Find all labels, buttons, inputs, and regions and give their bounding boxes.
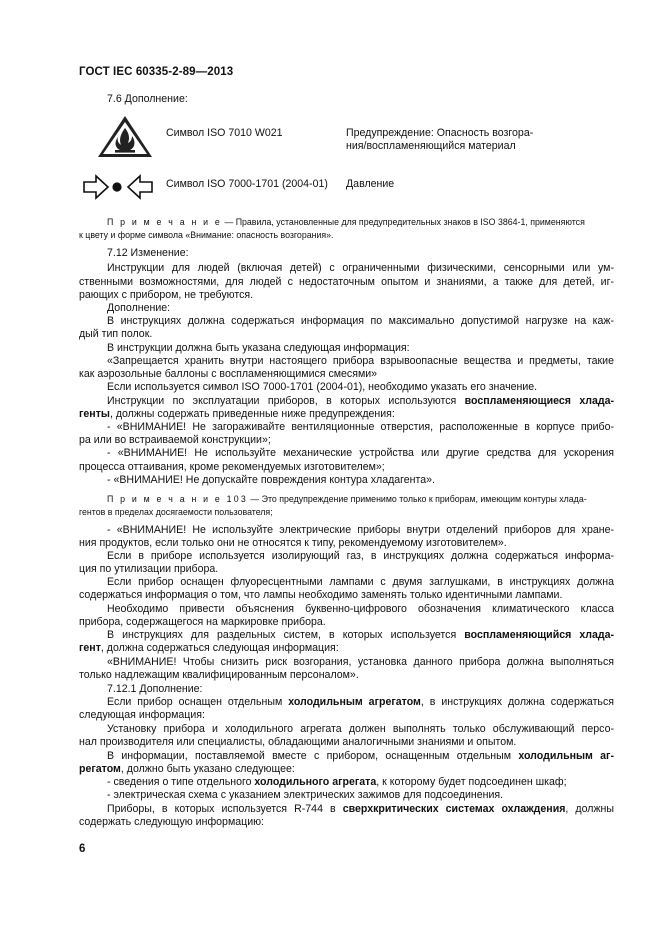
paragraph-line: как аэрозольные баллоны с воспламеняющимися смесями»	[79, 368, 378, 380]
page-number: 6	[79, 843, 86, 855]
list-item: - электрическая схема с указанием электрических зажимов для подсоединения.	[107, 789, 504, 801]
addition-label: Дополнение:	[107, 302, 171, 314]
paragraph-line: В информации, поставляемой вместе с прибором, оснащенным отдельным холодильным аг-	[107, 750, 614, 762]
paragraph-line: В инструкциях для раздельных систем, в которых используется воспламеняющийся хлада-	[107, 629, 615, 641]
warning-line: ра или во встраиваемой конструкции»;	[79, 434, 271, 446]
note-103-line2: гентов в пределах досягаемости пользователя;	[79, 507, 273, 517]
paragraph-line: рающих с прибором, не требуются.	[79, 289, 254, 301]
paragraph-line: Если используется символ ISO 7000-1701 (2004-01), необходимо указать его значение.	[107, 381, 538, 393]
paragraph-line: Если прибор оснащен отдельным холодильным агрегатом, в инструкциях должна содержаться	[107, 696, 614, 708]
paragraph-line: ственными возможностями, для людей с недостаточным опытом и знаниями, а также для детей, иг-	[79, 276, 614, 288]
flammable-warning-icon	[96, 114, 154, 159]
symbol-7010-description-line1: Предупреждение: Опасность возгора-	[346, 127, 534, 139]
section-7-6-title: 7.6 Дополнение:	[107, 93, 188, 105]
note-7-6-line1: П р и м е ч а н и е — Правила, установленные для предупредительных знаков в ISO 3864-1, применяются	[107, 217, 585, 227]
paragraph-line: Инструкции для людей (включая детей) с ограниченными физическими, сенсорными или ум-	[107, 262, 614, 274]
paragraph-line: В инструкции должна быть указана следующая информация:	[107, 342, 410, 354]
symbol-7010-description-line2: ния/воспламеняющийся материал	[346, 140, 516, 152]
paragraph-line: содержать следующую информацию:	[79, 816, 264, 828]
symbol-iso-7000: Символ ISO 7000-1701 (2004-01)	[166, 178, 328, 190]
section-7-12-title: 7.12 Изменение:	[107, 247, 189, 259]
warning-line: - «ВНИМАНИЕ! Не используйте электрические приборы внутри отделений приборов для хране-	[107, 524, 614, 536]
paragraph-line: Установку прибора и холодильного агрегата должен выполнять только обслуживающий персо-	[107, 723, 614, 735]
paragraph-line: регатом, должно быть указано следующее:	[79, 763, 295, 775]
paragraph-line: «Запрещается хранить внутри настоящего прибора взрывоопасные вещества и предметы, такие	[107, 355, 614, 367]
paragraph-line: дый тип полок.	[79, 328, 153, 340]
paragraph-line: только надлежащим квалифицированным персоналом».	[79, 669, 359, 681]
paragraph-line: гент, должна содержаться следующая информация:	[79, 642, 339, 654]
warning-line: - «ВНИМАНИЕ! Не загораживайте вентиляционные отверстия, расположенные в корпусе прибо-	[107, 421, 614, 433]
warning-line: - «ВНИМАНИЕ! Не используйте механические устройства или другие средства для ускорения	[107, 447, 614, 459]
paragraph-line: Приборы, в которых используется R-744 в сверхкритических системах охлаждения, должны	[107, 803, 614, 815]
paragraph-line: ция по утилизации прибора.	[79, 563, 219, 575]
section-7-12-1-title: 7.12.1 Дополнение:	[107, 683, 203, 695]
symbol-iso-7010: Символ ISO 7010 W021	[166, 127, 283, 139]
paragraph-line: Инструкции по эксплуатации приборов, в которых используются воспламеняющиеся хлада-	[107, 395, 614, 407]
warning-line: ния продуктов, если только они не относятся к типу, рекомендуемому изготовителем».	[79, 537, 507, 549]
paragraph-line: генты, должны содержать приведенные ниже предупреждения:	[79, 408, 395, 420]
paragraph-line: Необходимо привести объяснения буквенно-цифрового обозначения климатического класса	[107, 603, 614, 615]
list-item: - сведения о типе отдельного холодильного агрегата, к которому будет подсоединен шкаф;	[107, 776, 567, 788]
warning-line: процесса оттаивания, кроме рекомендуемых изготовителем»;	[79, 461, 385, 473]
paragraph-line: нал производителя или специалисты, обладающими аналогичными знаниями и опытом.	[79, 736, 517, 748]
pressure-icon	[82, 174, 154, 200]
paragraph-line: содержаться информация о том, что лампы необходимо заменять только идентичными лампами.	[79, 589, 563, 601]
note-103-line1: П р и м е ч а н и е 103 — Это предупреждение применимо только к приборам, имеющим контуры хлада-	[107, 494, 587, 504]
paragraph-line: Если в приборе используется изолирующий газ, в инструкциях должна содержаться информа-	[107, 550, 614, 562]
paragraph-line: В инструкциях должна содержаться информация по максимально допустимой нагрузке на каж-	[107, 315, 614, 327]
document-header: ГОСТ IEC 60335-2-89—2013	[79, 66, 234, 78]
paragraph-line: прибора, содержащегося на маркировке прибора.	[79, 616, 326, 628]
paragraph-line: «ВНИМАНИЕ! Чтобы снизить риск возгорания, установка данного прибора должна выполняться	[107, 656, 614, 668]
paragraph-line: следующая информация:	[79, 709, 205, 721]
symbol-7000-description: Давление	[346, 178, 395, 190]
note-7-6-line2: к цвету и форме символа «Внимание: опасность возгорания».	[79, 230, 334, 240]
paragraph-line: Если прибор оснащен флуоресцентными лампами с двумя заглушками, в инструкциях должна	[107, 576, 614, 588]
warning-line: - «ВНИМАНИЕ! Не допускайте повреждения контура хладагента».	[107, 474, 435, 486]
